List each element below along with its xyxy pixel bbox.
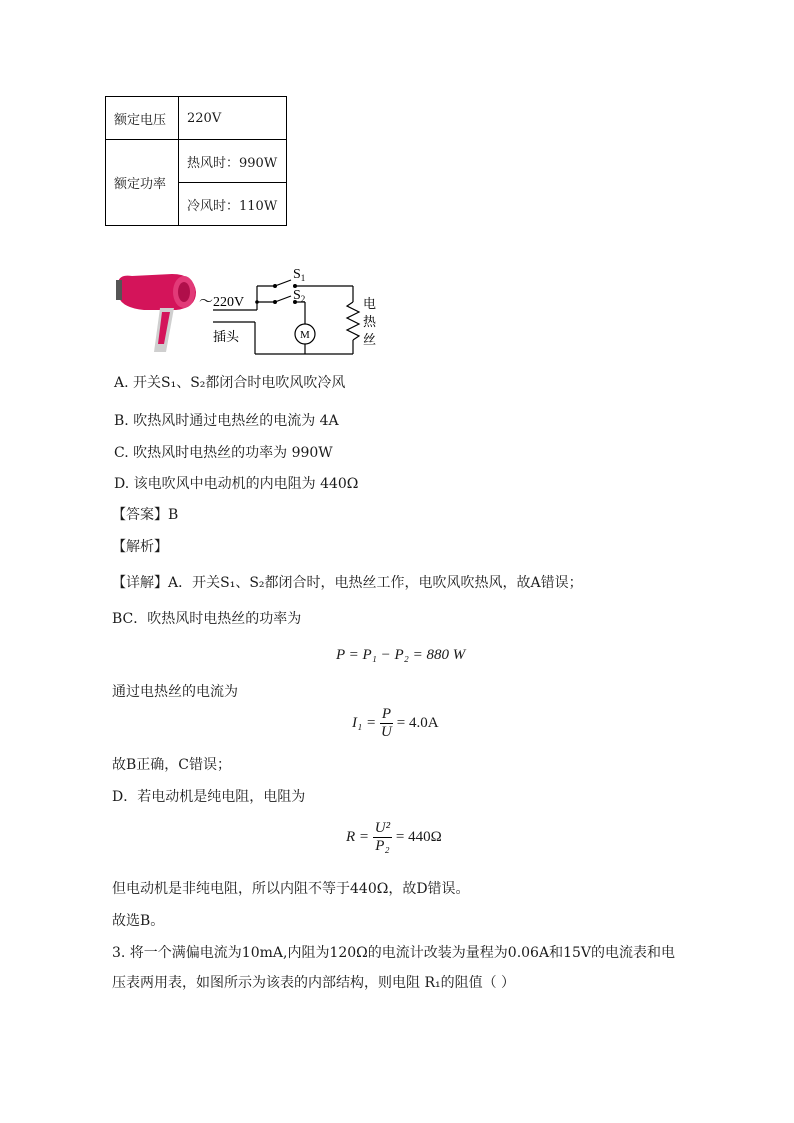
rated-voltage-label: 额定电压 <box>106 97 179 140</box>
detail-tag: 【详解】 <box>112 575 168 591</box>
eq3-denominator: P₂ <box>375 838 390 854</box>
switch-s1-blade <box>275 280 291 286</box>
option-b: B. 吹热风时通过电热丝的电流为 4A <box>114 413 339 429</box>
detail-line-2: BC．吹热风时电热丝的功率为 <box>112 611 302 627</box>
detail-line-6: 但电动机是非纯电阻，所以内阻不等于440Ω，故D错误。 <box>112 881 470 897</box>
heater-resistor <box>347 302 359 340</box>
answer-value: B <box>168 507 179 523</box>
s2-label: $S_2$ <box>293 288 306 304</box>
analysis-tag: 【解析】 <box>112 539 168 555</box>
eq3-rhs: = 440Ω <box>395 828 442 845</box>
detail-a-text: A．开关S₁、S₂都闭合时，电热丝工作，电吹风吹热风，故A错误； <box>168 575 583 591</box>
hair-dryer-image <box>112 268 204 356</box>
dryer-nozzle <box>116 280 122 300</box>
detail-line-1 <box>112 574 583 592</box>
s2-contact-left <box>273 300 277 304</box>
heater-label-3: 丝 <box>363 333 377 348</box>
circuit-diagram <box>195 262 385 362</box>
detail-line-5: D．若电动机是纯电阻，电阻为 <box>112 789 306 805</box>
question-3-line-2: 压表两用表，如图所示为该表的内部结构，则电阻 R₁的阻值（ ） <box>112 975 516 991</box>
eq2-lhs: I₁ = <box>352 714 377 731</box>
cold-wind-power: 冷风时：110W <box>179 183 287 226</box>
eq2-rhs: = 4.0A <box>396 714 439 731</box>
heater-label-1: 电 <box>363 297 377 312</box>
eq3-numerator: U² <box>374 820 391 836</box>
option-d: D. 该电吹风中电动机的内电阻为 440Ω <box>114 476 359 492</box>
detail-line-4: 故B正确，C错误； <box>112 757 231 773</box>
hot-wind-power: 热风时：990W <box>179 140 287 183</box>
motor-label: M <box>300 329 310 341</box>
junction-dot <box>255 300 259 304</box>
eq3-lhs: R = <box>346 828 370 845</box>
eq3-fraction <box>373 820 392 855</box>
s1-contact-left <box>273 284 277 288</box>
eq2-denominator: U <box>381 724 392 740</box>
dryer-vent <box>178 282 190 302</box>
spec-table <box>105 96 287 226</box>
option-c: C. 吹热风时电热丝的功率为 990W <box>114 445 333 461</box>
answer-line <box>112 506 178 524</box>
answer-tag: 【答案】 <box>112 507 168 523</box>
plug-label: 插头 <box>213 330 240 345</box>
switch-s2-blade <box>275 296 291 302</box>
s1-label: $S_1$ <box>293 267 306 283</box>
heater-label-2: 热 <box>363 315 377 330</box>
equation-resistance <box>346 820 442 855</box>
equation-power: P = P₁ − P₂ = 880 W <box>336 647 466 663</box>
question-3-line-1: 3. 将一个满偏电流为10mA,内阻为120Ω的电流计改装为量程为0.06A和15V的电流表和电 <box>112 945 675 961</box>
detail-line-3: 通过电热丝的电流为 <box>112 684 238 700</box>
rated-power-label: 额定功率 <box>106 140 179 226</box>
detail-line-7: 故选B。 <box>112 913 165 929</box>
eq2-numerator: P <box>381 706 392 722</box>
option-a: A. 开关S₁、S₂都闭合时电吹风吹冷风 <box>114 375 346 391</box>
voltage-label: ～220V <box>199 295 245 310</box>
eq2-fraction <box>380 706 393 741</box>
rated-voltage-value: 220V <box>179 97 287 140</box>
equation-current <box>352 706 439 741</box>
